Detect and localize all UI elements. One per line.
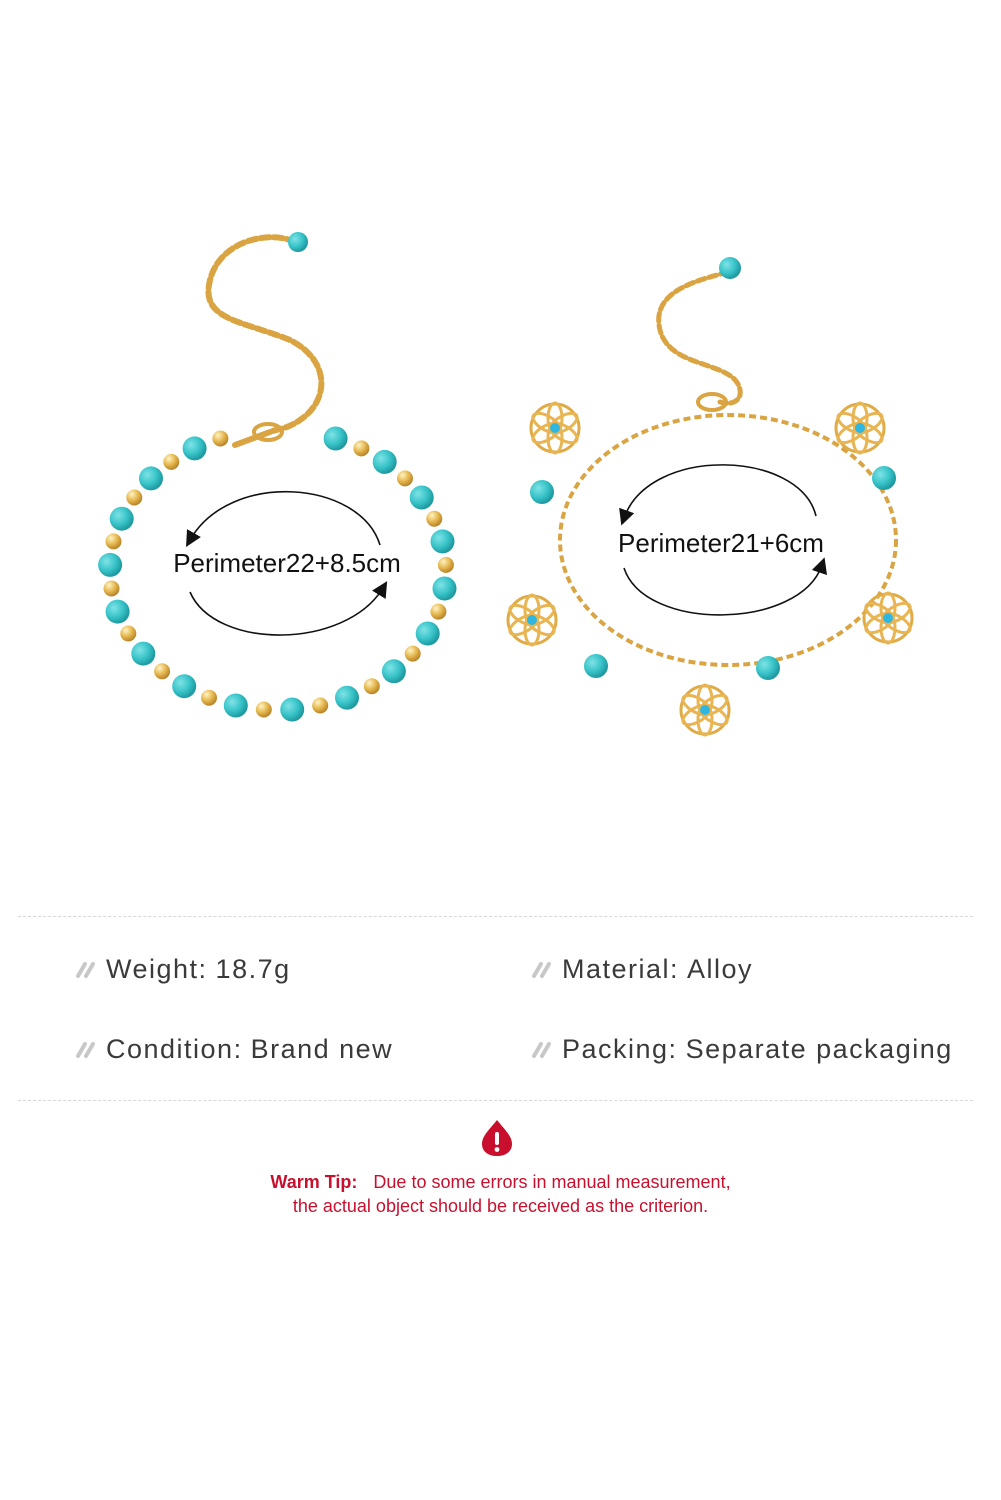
turquoise-bead [224, 694, 248, 718]
perimeter-label-left: Perimeter22+8.5cm [173, 548, 401, 578]
spec-weight [76, 954, 291, 985]
gold-bead [201, 690, 217, 706]
warm-tip-text2: the actual object should be received as the criterion. [292, 1196, 709, 1216]
condition-value: Brand new [250, 1034, 394, 1064]
gold-bead [397, 470, 413, 486]
double-slash-icon [76, 1042, 98, 1058]
gold-bead [364, 678, 380, 694]
gold-bead [106, 533, 122, 549]
packing-value: Separate packaging [685, 1034, 953, 1064]
divider-bottom [18, 1100, 973, 1101]
turquoise-bead [280, 698, 304, 722]
gold-bead [126, 490, 142, 506]
turquoise-bead [139, 466, 163, 490]
gold-bead [405, 646, 421, 662]
gold-bead [426, 511, 442, 527]
spec-condition [76, 1034, 393, 1065]
warm-tip-title: Warm Tip: [270, 1172, 358, 1192]
warm-tip-text1: Due to some errors in manual measurement, [373, 1172, 731, 1192]
beaded-bracelet-image [0, 200, 500, 760]
double-slash-icon [76, 962, 98, 978]
warning-icon [479, 1118, 515, 1158]
perimeter-label-right: Perimeter21+6cm [618, 528, 824, 558]
gold-bead [163, 454, 179, 470]
flower-charm-bracelet-image [500, 220, 1001, 780]
packing-label: Packing: [562, 1034, 678, 1064]
turquoise-bead [410, 486, 434, 510]
divider-top [18, 916, 973, 917]
gold-bead [312, 698, 328, 714]
weight-value: 18.7g [215, 954, 291, 984]
warm-tip-line2 [0, 1196, 1001, 1217]
turquoise-bead [431, 529, 455, 553]
turquoise-bead [335, 686, 359, 710]
turquoise-bead [131, 642, 155, 666]
turquoise-bead [416, 622, 440, 646]
gold-bead [438, 557, 454, 573]
material-label: Material: [562, 954, 680, 984]
gold-bead [353, 440, 369, 456]
gold-bead [104, 581, 120, 597]
turquoise-bead [433, 577, 457, 601]
turquoise-bead [172, 674, 196, 698]
material-value: Alloy [687, 954, 754, 984]
gold-bead [212, 431, 228, 447]
gold-bead [154, 663, 170, 679]
turquoise-bead [98, 553, 122, 577]
weight-label: Weight: [106, 954, 208, 984]
warm-tip-line1 [0, 1172, 1001, 1193]
condition-label: Condition: [106, 1034, 243, 1064]
spec-material [532, 954, 753, 985]
double-slash-icon [532, 1042, 554, 1058]
turquoise-bead [183, 436, 207, 460]
turquoise-bead [373, 450, 397, 474]
gold-bead [120, 626, 136, 642]
gold-bead [430, 604, 446, 620]
double-slash-icon [532, 962, 554, 978]
turquoise-bead [382, 659, 406, 683]
gold-bead [256, 702, 272, 718]
turquoise-bead [106, 600, 130, 624]
turquoise-bead [110, 507, 134, 531]
turquoise-bead [324, 427, 348, 451]
spec-packing [532, 1034, 953, 1065]
